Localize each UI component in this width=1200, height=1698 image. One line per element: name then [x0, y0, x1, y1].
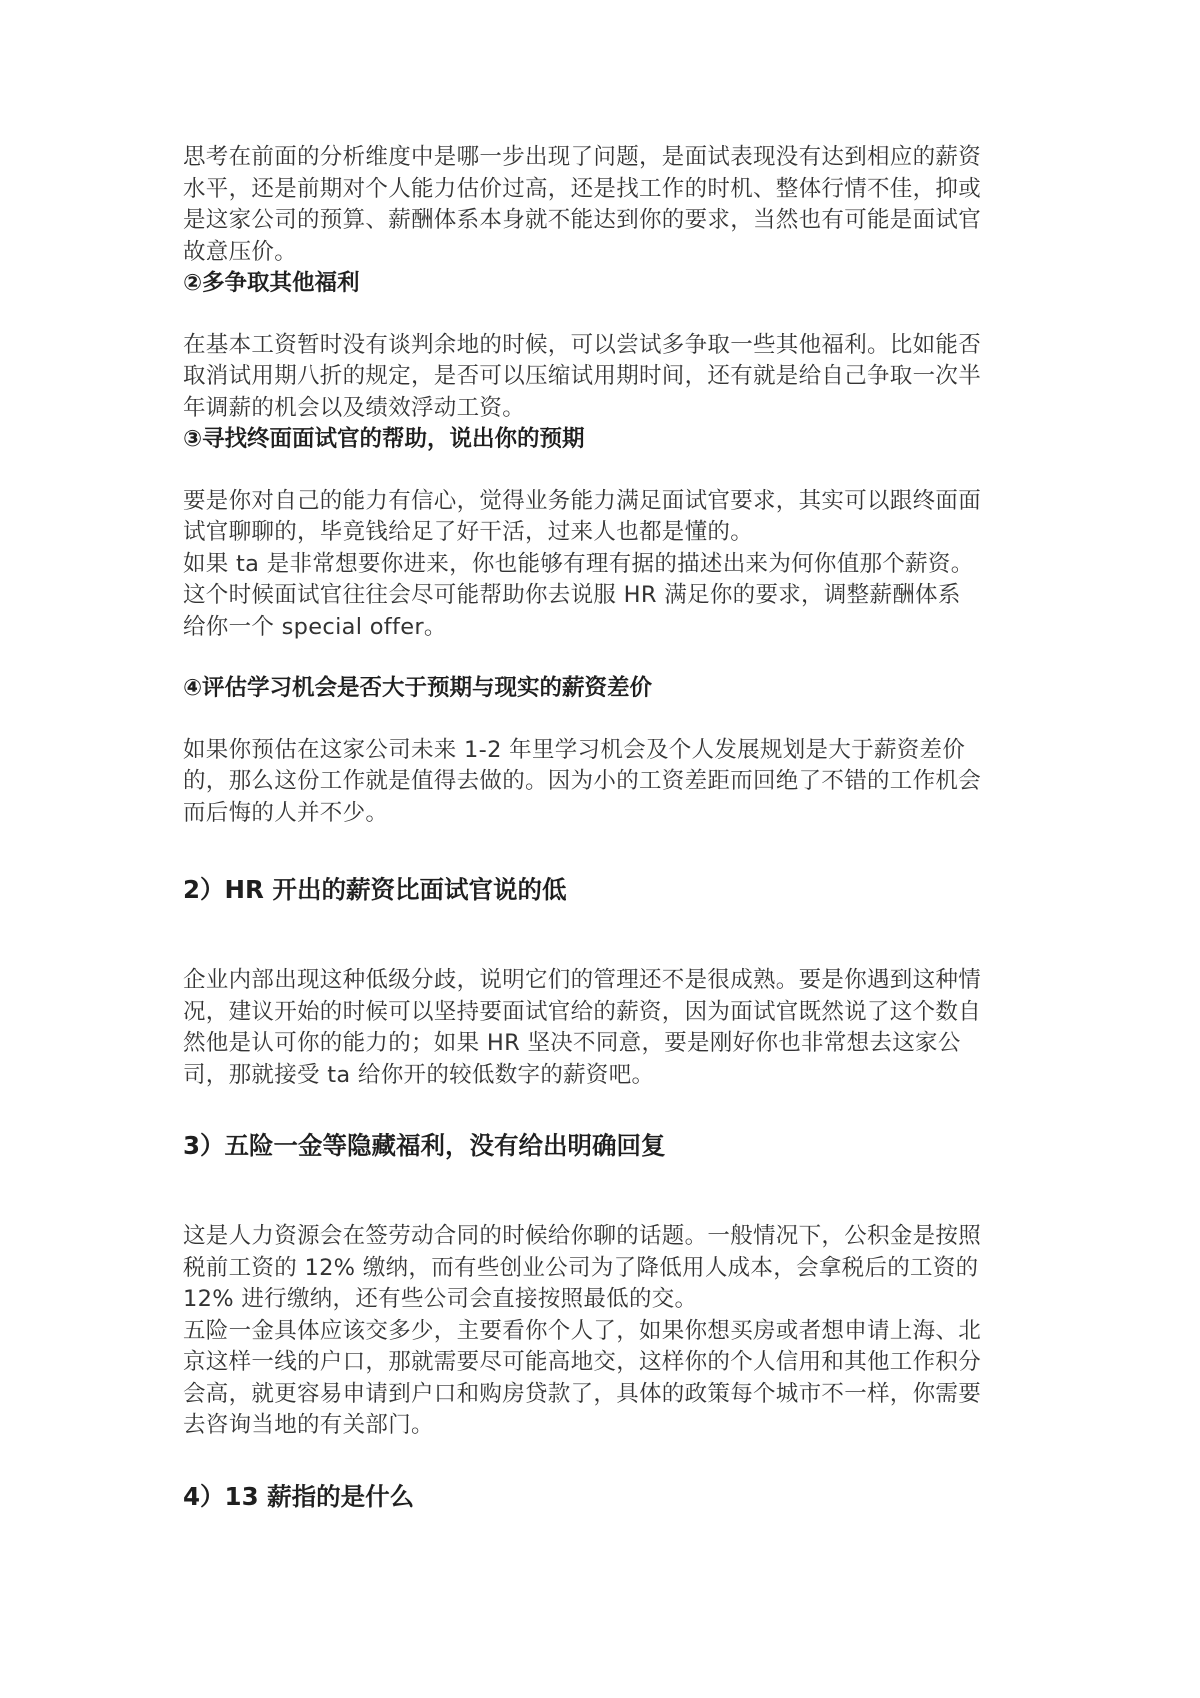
- text-line: 12% 进行缴纳，还有些公司会直接按照最低的交。: [183, 1286, 698, 1312]
- paragraph-other-benefits: [183, 330, 1023, 425]
- text-line: 如果你预估在这家公司未来 1-2 年里学习机会及个人发展规划是大于薪资差价: [183, 736, 966, 763]
- text-line: 是这家公司的预算、薪酬体系本身就不能达到你的要求，当然也有可能是面试官: [183, 207, 982, 233]
- section-heading-hidden-benefits: 3）五险一金等隐藏福利，没有给出明确回复: [183, 1131, 666, 1160]
- text-line: 税前工资的 12% 缴纳，而有些创业公司为了降低用人成本，会拿税后的工资的: [183, 1254, 979, 1281]
- text-line: 试官聊聊的，毕竟钱给足了好干活，过来人也都是懂的。: [183, 519, 754, 545]
- paragraph-final-interviewer: [183, 486, 1023, 644]
- paragraph-reflection: [183, 142, 1023, 268]
- text-line: 企业内部出现这种低级分歧，说明它们的管理还不是很成熟。要是你遇到这种情: [183, 967, 982, 993]
- text-line: 五险一金具体应该交多少，主要看你个人了，如果你想买房或者想申请上海、北: [183, 1317, 982, 1344]
- section-heading-hr-lower-salary: 2）HR 开出的薪资比面试官说的低: [183, 875, 567, 904]
- text-line: 况，建议开始的时候可以坚持要面试官给的薪资，因为面试官既然说了这个数自: [183, 998, 982, 1025]
- text-line: 给你一个 special offer。: [183, 613, 447, 640]
- subheading-final-interviewer: ③寻找终面面试官的帮助，说出你的预期: [183, 426, 585, 452]
- text-line: 思考在前面的分析维度中是哪一步出现了问题，是面试表现没有达到相应的薪资: [183, 144, 982, 170]
- text-line: 如果 ta 是非常想要你进来，你也能够有理有据的描述出来为何你值那个薪资。: [183, 550, 974, 577]
- text-line: 的，那么这份工作就是值得去做的。因为小的工资差距而回绝了不错的工作机会: [183, 768, 982, 794]
- text-line: 年调薪的机会以及绩效浮动工资。: [183, 394, 526, 421]
- paragraph-hr-lower-salary: [183, 965, 1023, 1091]
- document-page: [183, 142, 1023, 1514]
- text-line: 水平，还是前期对个人能力估价过高，还是找工作的时机、整体行情不佳，抑或: [183, 175, 982, 202]
- text-line: 京这样一线的户口，那就需要尽可能高地交，这样你的个人信用和其他工作积分: [183, 1349, 982, 1375]
- text-line: 要是你对自己的能力有信心，觉得业务能力满足面试官要求，其实可以跟终面面: [183, 487, 982, 514]
- section-heading-13th-salary: 4）13 薪指的是什么: [183, 1481, 415, 1511]
- text-line: 然他是认可你的能力的；如果 HR 坚决不同意，要是刚好你也非常想去这家公: [183, 1030, 961, 1056]
- text-line: 在基本工资暂时没有谈判余地的时候，可以尝试多争取一些其他福利。比如能否: [183, 331, 982, 358]
- subheading-learning-opportunity: ④评估学习机会是否大于预期与现实的薪资差价: [183, 675, 653, 701]
- text-line: 这是人力资源会在签劳动合同的时候给你聊的话题。一般情况下，公积金是按照: [183, 1223, 982, 1249]
- text-line: 取消试用期八折的规定，是否可以压缩试用期时间，还有就是给自己争取一次半: [183, 363, 982, 389]
- text-line: 这个时候面试官往往会尽可能帮助你去说服 HR 满足你的要求，调整薪酬体系: [183, 582, 961, 608]
- text-line: 会高，就更容易申请到户口和购房贷款了，具体的政策每个城市不一样，你需要: [183, 1380, 982, 1407]
- paragraph-learning-opportunity: [183, 735, 1023, 830]
- text-line: 故意压价。: [183, 238, 298, 265]
- paragraph-hidden-benefits: [183, 1221, 1023, 1442]
- text-line: 去咨询当地的有关部门。: [183, 1412, 434, 1438]
- text-line: 司，那就接受 ta 给你开的较低数字的薪资吧。: [183, 1061, 655, 1088]
- subheading-other-benefits: ②多争取其他福利: [183, 270, 360, 296]
- text-line: 而后悔的人并不少。: [183, 799, 389, 826]
